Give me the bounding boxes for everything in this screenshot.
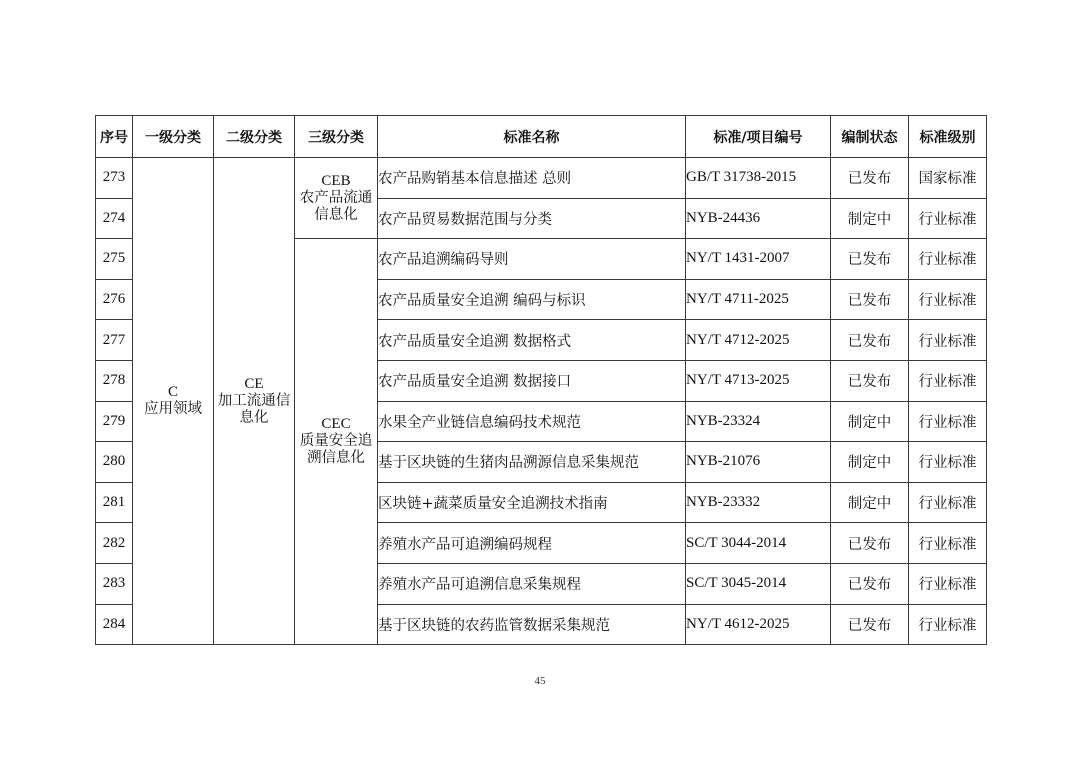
row-number: 278 [96,360,133,401]
status-cell: 已发布 [831,360,909,401]
level3-code: CEB [321,172,351,189]
standard-name: 养殖水产品可追溯编码规程 [378,523,686,564]
level1-category [133,158,214,645]
standard-code: GB/T 31738-2015 [686,158,831,199]
row-number: 279 [96,401,133,442]
page-number: 45 [534,675,546,687]
standard-code: NYB-21076 [686,442,831,483]
level-cell: 行业标准 [909,239,987,280]
standard-code: NY/T 4612-2025 [686,604,831,645]
level-cell: 行业标准 [909,482,987,523]
level-cell: 国家标准 [909,158,987,199]
level1-code: C [167,384,178,401]
status-cell: 制定中 [831,198,909,239]
status-cell: 已发布 [831,158,909,199]
header-level2: 二级分类 [214,116,295,158]
level2-code: CE [244,375,264,392]
standard-name: 水果全产业链信息编码技术规范 [378,401,686,442]
standard-code: NYB-23324 [686,401,831,442]
row-number: 280 [96,442,133,483]
level3-category-ceb [295,158,378,239]
row-number: 282 [96,523,133,564]
level-cell: 行业标准 [909,604,987,645]
level-cell: 行业标准 [909,401,987,442]
level3-name: 质量安全追溯信息化 [299,433,373,467]
level-cell: 行业标准 [909,523,987,564]
header-status: 编制状态 [831,116,909,158]
level-cell: 行业标准 [909,198,987,239]
standard-name: 区块链+蔬菜质量安全追溯技术指南 [378,482,686,523]
standard-code: NYB-23332 [686,482,831,523]
row-number: 273 [96,158,133,199]
standard-name: 基于区块链的农药监管数据采集规范 [378,604,686,645]
standard-code: NY/T 1431-2007 [686,239,831,280]
row-number: 281 [96,482,133,523]
status-cell: 制定中 [831,442,909,483]
standard-name: 农产品质量安全追溯 数据格式 [378,320,686,361]
status-cell: 已发布 [831,523,909,564]
standard-name: 农产品质量安全追溯 编码与标识 [378,279,686,320]
standard-code: NY/T 4711-2025 [686,279,831,320]
row-number: 283 [96,563,133,604]
status-cell: 已发布 [831,239,909,280]
standard-code: NY/T 4712-2025 [686,320,831,361]
standard-code: SC/T 3044-2014 [686,523,831,564]
header-code: 标准/项目编号 [686,116,831,158]
standard-name: 基于区块链的生猪肉品溯源信息采集规范 [378,442,686,483]
header-row [96,116,987,158]
header-level: 标准级别 [909,116,987,158]
header-level1: 一级分类 [133,116,214,158]
standard-code: NYB-24436 [686,198,831,239]
status-cell: 已发布 [831,563,909,604]
status-cell: 已发布 [831,279,909,320]
level-cell: 行业标准 [909,442,987,483]
status-cell: 已发布 [831,320,909,361]
row-number: 284 [96,604,133,645]
row-number: 275 [96,239,133,280]
row-number: 274 [96,198,133,239]
level-cell: 行业标准 [909,279,987,320]
level3-code: CEC [321,416,351,433]
standard-name: 养殖水产品可追溯信息采集规程 [378,563,686,604]
standard-name: 农产品贸易数据范围与分类 [378,198,686,239]
level-cell: 行业标准 [909,320,987,361]
standard-code: NY/T 4713-2025 [686,360,831,401]
status-cell: 制定中 [831,401,909,442]
standard-name: 农产品质量安全追溯 数据接口 [378,360,686,401]
status-cell: 已发布 [831,604,909,645]
level3-name: 农产品流通信息化 [299,189,373,223]
header-level3: 三级分类 [295,116,378,158]
row-number: 276 [96,279,133,320]
header-name: 标准名称 [378,116,686,158]
standards-table [95,115,987,645]
header-seq: 序号 [96,116,133,158]
level-cell: 行业标准 [909,360,987,401]
row-number: 277 [96,320,133,361]
table-row [96,158,987,199]
standard-code: SC/T 3045-2014 [686,563,831,604]
level1-name: 应用领域 [144,401,202,418]
status-cell: 制定中 [831,482,909,523]
level-cell: 行业标准 [909,563,987,604]
level3-category-cec [295,239,378,645]
level2-category [214,158,295,645]
level2-name: 加工流通信息化 [217,392,291,426]
standard-name: 农产品追溯编码导则 [378,239,686,280]
standard-name: 农产品购销基本信息描述 总则 [378,158,686,199]
